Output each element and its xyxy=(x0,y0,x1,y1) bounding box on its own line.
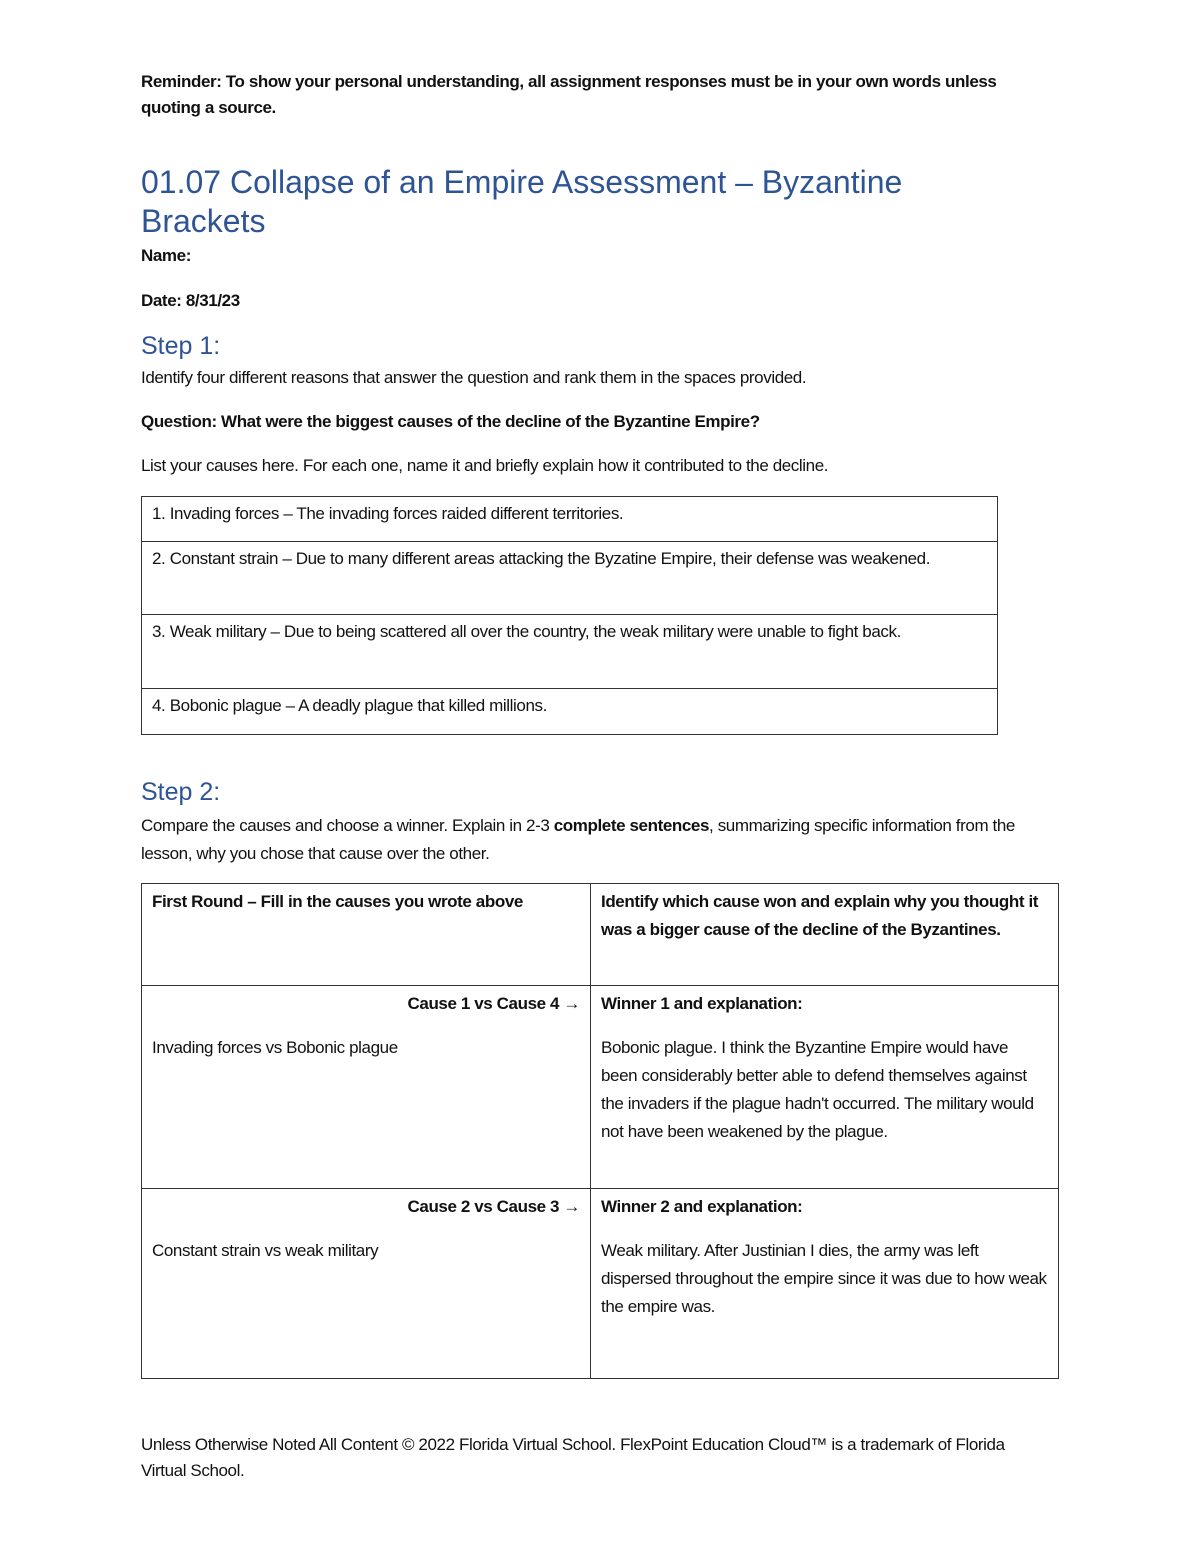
winner-cell[interactable] xyxy=(591,1189,1059,1379)
step2-heading: Step 2: xyxy=(141,778,221,806)
cause-cell[interactable]: 4. Bobonic plague – A deadly plague that killed millions. xyxy=(142,689,998,735)
step1-question: Question: What were the biggest causes of the decline of the Byzantine Empire? xyxy=(141,412,760,431)
matchup-causes: Constant strain vs weak military xyxy=(152,1241,379,1260)
cause-cell[interactable]: 2. Constant strain – Due to many different areas attacking the Byzatine Empire, their defense was weakened. xyxy=(142,542,998,615)
winner-cell[interactable] xyxy=(591,986,1059,1189)
matchup-cell[interactable] xyxy=(142,1189,591,1379)
step1-heading: Step 1: xyxy=(141,332,221,360)
matchup-label: Cause 2 vs Cause 3 → xyxy=(407,1197,580,1216)
cause-cell[interactable]: 3. Weak military – Due to being scattered all over the country, the weak military were unable to fight back. xyxy=(142,615,998,689)
cause-cell[interactable]: 1. Invading forces – The invading forces raided different territories. xyxy=(142,497,998,542)
matchup-causes: Invading forces vs Bobonic plague xyxy=(152,1038,398,1057)
footer: Unless Otherwise Noted All Content © 2022 Florida Virtual School. FlexPoint Education Cloud™ is a trademark of Florida Virtual School. xyxy=(141,1435,1005,1480)
winner-label: Winner 2 and explanation: xyxy=(601,1197,803,1216)
causes-table xyxy=(141,496,998,735)
winner-label: Winner 1 and explanation: xyxy=(601,994,803,1013)
matchup-cell[interactable] xyxy=(142,986,591,1189)
reminder xyxy=(141,69,1041,121)
step2-instruction-pre: Compare the causes and choose a winner. Explain in 2-3 xyxy=(141,816,554,835)
page-title: 01.07 Collapse of an Empire Assessment – Byzantine Brackets xyxy=(141,164,903,239)
step2-instruction-post: , summarizing specific information from the lesson, why you chose that cause over the other. xyxy=(141,816,1015,863)
matchup-row xyxy=(142,986,1059,1189)
reminder-label: Reminder: xyxy=(141,72,222,91)
date-label: Date: 8/31/23 xyxy=(141,291,240,310)
step2-instruction xyxy=(141,812,1021,868)
step2-instruction-bold: complete sentences xyxy=(553,816,710,835)
bracket-table xyxy=(141,883,1059,1379)
winner-explanation: Bobonic plague. I think the Byzantine Empire would have been considerably better able to defend themselves against the invaders if the plague hadn't occurred. The military would not have been weakened by the plague. xyxy=(601,1038,1034,1141)
winner-explanation: Weak military. After Justinian I dies, the army was left dispersed throughout the empire since it was due to how weak the empire was. xyxy=(601,1241,1047,1316)
matchup-label: Cause 1 vs Cause 4 → xyxy=(407,994,580,1013)
name-label: Name: xyxy=(141,246,191,265)
reminder-text: To show your personal understanding, all assignment responses must be in your own words unless quoting a source. xyxy=(141,72,997,117)
header-left: First Round – Fill in the causes you wrote above xyxy=(142,884,591,986)
step1-list-prompt: List your causes here. For each one, name it and briefly explain how it contributed to the decline. xyxy=(141,456,829,475)
step1-instruction: Identify four different reasons that answer the question and rank them in the spaces provided. xyxy=(141,368,807,387)
matchup-row xyxy=(142,1189,1059,1379)
header-right: Identify which cause won and explain why you thought it was a bigger cause of the decline of the Byzantines. xyxy=(591,884,1059,986)
